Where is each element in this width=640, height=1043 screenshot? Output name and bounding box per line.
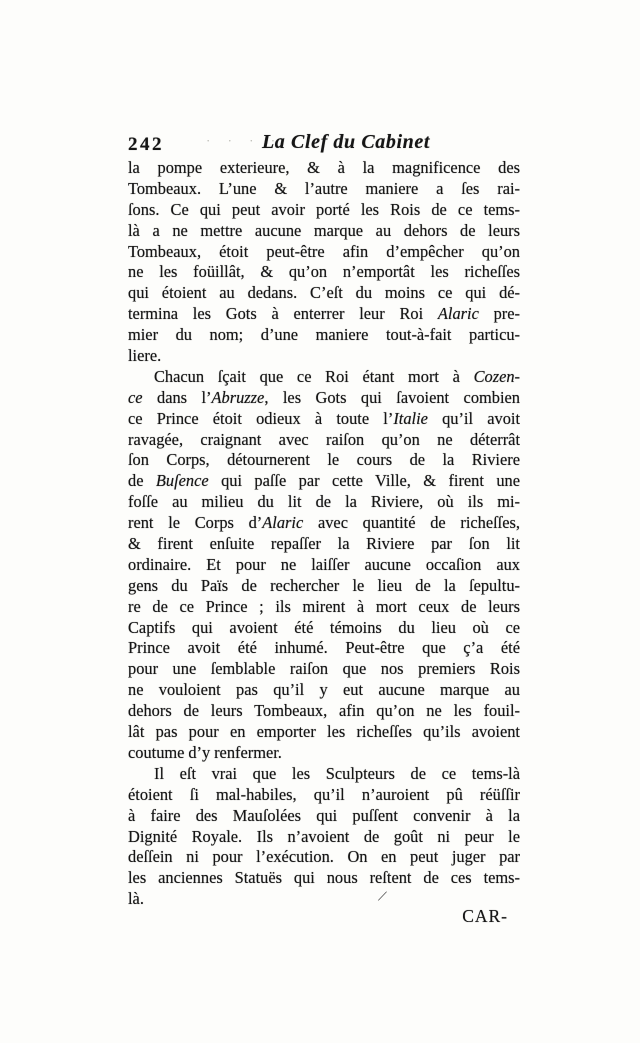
- text-line: coutume d’y renfermer.: [128, 742, 282, 762]
- text-line: ſon Corps, détournerent le cours de la Riviere: [128, 450, 520, 470]
- running-title: La Clef du Cabinet: [261, 131, 431, 153]
- text-line: les anciennes Statuës qui nous reſtent de ces tems-: [128, 868, 520, 888]
- text-line: dehors de leurs Tombeaux, afin qu’on ne les fouil-: [128, 701, 520, 721]
- scan-stray-mark-artifact: ⁄: [379, 888, 385, 906]
- text-line: à faire des Mauſolées qui puſſent convenir à la: [128, 805, 520, 825]
- text-line: mier du nom; d’une maniere tout-à-fait particu-: [128, 325, 520, 345]
- text-line: Il eſt vrai que les Sculpteurs de ce tems-là: [154, 763, 520, 783]
- text-line: liere.: [128, 346, 162, 366]
- text-line: là.: [128, 889, 144, 909]
- text-line: deſſein ni pour l’exécution. On en peut juger par: [128, 847, 520, 867]
- text-line: Dignité Royale. Ils n’avoient de goût ni peur le: [128, 826, 520, 846]
- text-line: étoient ſi mal-habiles, qu’il n’auroient pû réüſſir: [128, 784, 520, 804]
- text-line: Chacun ſçait que ce Roi étant mort à Cozen-: [154, 366, 520, 386]
- text-line: de Buſence qui paſſe par cette Ville, & firent une: [128, 471, 520, 491]
- text-line: ſons. Ce qui peut avoir porté les Rois de ce tems-: [128, 199, 520, 219]
- text-line: la pompe exterieure, & à la magnificence des: [128, 158, 520, 177]
- text-line: ne les foüillât, & qu’on n’emportât les richeſſes: [128, 262, 520, 282]
- text-line: re de ce Prince ; ils mirent à mort ceux de leurs: [128, 596, 520, 616]
- scan-speck-artifact: · · · ·: [206, 133, 283, 148]
- text-line: & firent enſuite repaſſer la Riviere par ſon lit: [128, 534, 520, 554]
- text-line: ne vouloient pas qu’il y eut aucune marque au: [128, 680, 520, 700]
- text-line: lât pas pour en emporter les richeſſes qu’ils avoient: [128, 722, 520, 742]
- text-line: foſſe au milieu du lit de la Riviere, où ils mi-: [128, 492, 520, 512]
- text-line: rent le Corps d’Alaric avec quantité de richeſſes,: [128, 513, 520, 533]
- text-line: Tombeaux, étoit peut-être afin d’empêcher qu’on: [128, 241, 520, 261]
- text-line: ordinaire. Et pour ne laiſſer aucune occaſion aux: [128, 554, 520, 574]
- text-line: là a ne mettre aucune marque au dehors de leurs: [128, 220, 520, 240]
- catchword: CAR-: [462, 906, 508, 926]
- text-line: gens du Païs de rechercher le lieu de la ſepultu-: [128, 575, 520, 595]
- text-line: ce dans l’Abruzze, les Gots qui ſavoient combien: [128, 387, 520, 407]
- text-block: [128, 158, 520, 910]
- page-number: 242: [128, 134, 164, 155]
- text-line: ravagée, craignant avec raiſon qu’on ne déterrât: [128, 429, 520, 449]
- text-line: termina les Gots à enterrer leur Roi Alaric pre-: [128, 304, 520, 324]
- text-line: Tombeaux. L’une & l’autre maniere a ſes rai-: [128, 178, 520, 198]
- page-header: [128, 131, 520, 157]
- text-line: qui étoient au dedans. C’eſt du moins ce qui dé-: [128, 283, 520, 303]
- text-line: pour une ſemblable raiſon que nos premiers Rois: [128, 659, 520, 679]
- text-line: Prince avoit été inhumé. Peut-être que ç’a été: [128, 638, 520, 658]
- text-line: Captifs qui avoient été témoins du lieu où ce: [128, 617, 520, 637]
- text-line: ce Prince étoit odieux à toute l’Italie qu’il avoit: [128, 408, 520, 428]
